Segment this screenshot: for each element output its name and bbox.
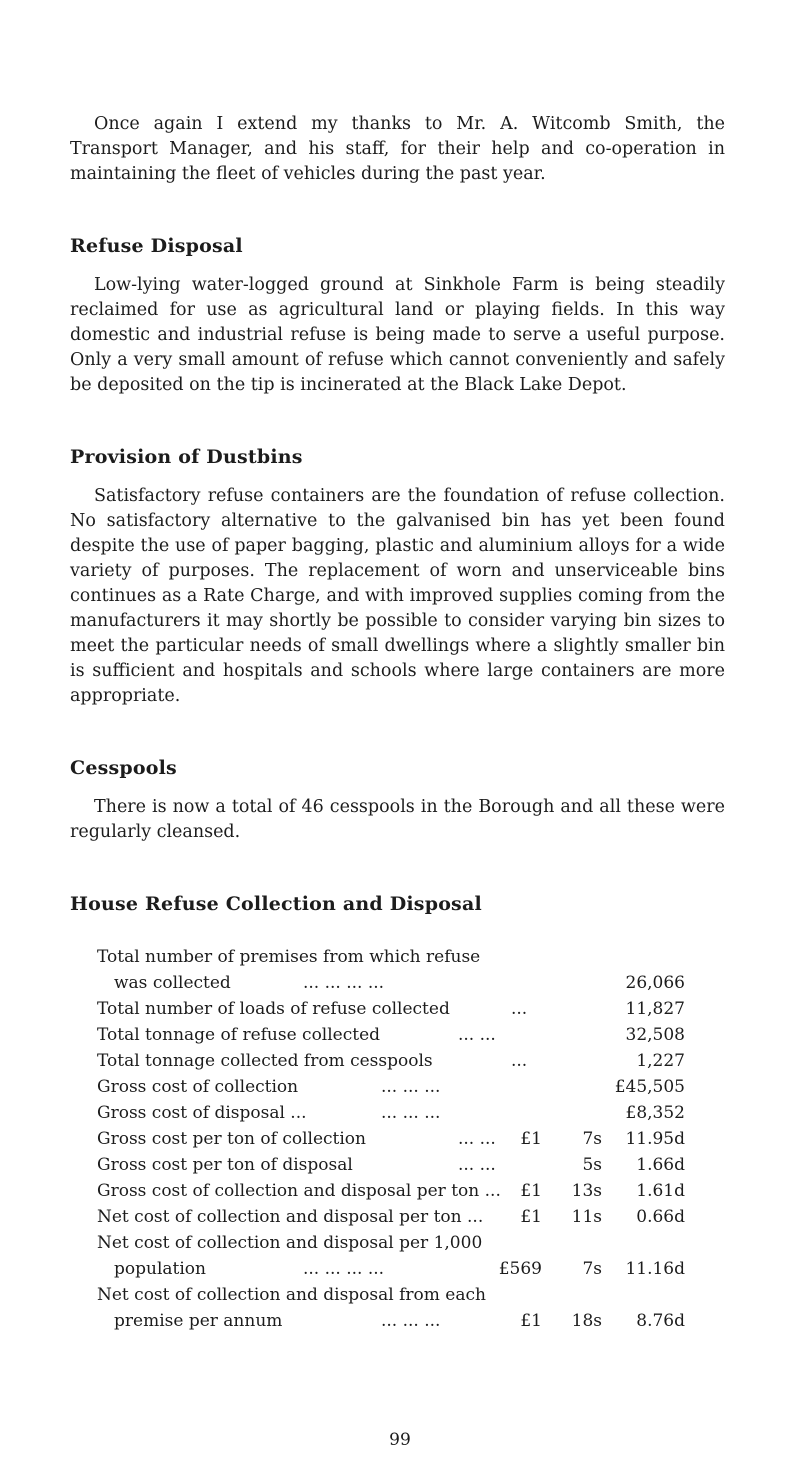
- table-row: [70, 1152, 685, 1178]
- leader-dots: ... ... ... ...: [303, 1259, 385, 1279]
- table-row: [70, 1178, 685, 1204]
- pence-value: 11.95d: [625, 1129, 685, 1149]
- leader-dots: ... ... ...: [381, 1103, 441, 1123]
- table-row: [70, 1256, 685, 1282]
- shillings-value: 5s: [582, 1155, 602, 1175]
- refuse-disposal-paragraph: Low-lying water-logged ground at Sinkhole Farm is being steadily reclaimed for use as agricultural land or playing fields. In this way domestic and industrial refuse is being made to serve a useful purpose. Only a very small amount of refuse which cannot conveniently and safely be deposited on the tip is incinerated at the Black Lake Depot.: [70, 275, 725, 395]
- shillings-value: 7s: [582, 1129, 602, 1149]
- row-label: Total tonnage of refuse collected: [97, 1025, 381, 1045]
- row-label: Net cost of collection and disposal per ton ...: [97, 1207, 484, 1227]
- table-row: [70, 1048, 685, 1074]
- table-row: [70, 1074, 685, 1100]
- leader-dots: ... ... ... ...: [303, 973, 385, 993]
- shillings-value: 7s: [582, 1259, 602, 1279]
- leader-dots: ... ...: [458, 1155, 496, 1175]
- dustbins-paragraph: Satisfactory refuse containers are the foundation of refuse collection. No satisfactory alternative to the galvanised bin has yet been found despite the use of paper bagging, plastic and aluminium alloys for a wide variety of purposes. The replacement of worn and unserviceable bins continues as a Rate Charge, and with improved supplies coming from the manufacturers it may shortly be possible to consider varying bin sizes to meet the particular needs of small dwellings where a slightly smaller bin is sufficient and hospitals and schools where large containers are more appropriate.: [70, 486, 725, 706]
- row-label: Net cost of collection and disposal per 1,000: [97, 1233, 483, 1253]
- table-row: [70, 1230, 685, 1256]
- pounds-value: £1: [520, 1207, 542, 1227]
- pounds-value: £1: [520, 1129, 542, 1149]
- row-label: Gross cost of collection: [97, 1077, 299, 1097]
- table-row: [70, 1282, 685, 1308]
- row-value: £45,505: [614, 1077, 685, 1097]
- row-label: premise per annum: [114, 1311, 283, 1331]
- table-row: [70, 944, 685, 970]
- cesspools-heading: Cesspools: [70, 757, 177, 779]
- table-row: [70, 1308, 685, 1334]
- pounds-value: £1: [520, 1311, 542, 1331]
- shillings-value: 18s: [571, 1311, 602, 1331]
- leader-dots: ...: [511, 999, 528, 1019]
- row-label: Total number of loads of refuse collected: [97, 999, 450, 1019]
- row-label: Net cost of collection and disposal from each: [97, 1285, 486, 1305]
- leader-dots: ... ...: [458, 1129, 496, 1149]
- leader-dots: ... ... ...: [381, 1311, 441, 1331]
- table-row: [70, 1204, 685, 1230]
- pence-value: 11.16d: [625, 1259, 685, 1279]
- table-row: [70, 1126, 685, 1152]
- leader-dots: ... ...: [458, 1025, 496, 1045]
- row-label: Gross cost of collection and disposal per ton ...: [97, 1181, 501, 1201]
- cesspools-paragraph: There is now a total of 46 cesspools in the Borough and all these were regularly cleansed.: [70, 797, 725, 842]
- row-label: Total tonnage collected from cesspools: [97, 1051, 433, 1071]
- table-row: [70, 1022, 685, 1048]
- pounds-value: £569: [498, 1259, 542, 1279]
- row-value: 1,227: [636, 1051, 685, 1071]
- row-value: 26,066: [625, 973, 685, 993]
- row-label: Gross cost of disposal ...: [97, 1103, 307, 1123]
- refuse-statistics-table: [70, 944, 685, 1334]
- refuse-disposal-heading: Refuse Disposal: [70, 235, 243, 257]
- row-value: 32,508: [625, 1025, 685, 1045]
- transport-paragraph: Once again I extend my thanks to Mr. A. Witcomb Smith, the Transport Manager, and his staff, for their help and co-operation in maintaining the fleet of vehicles during the past year.: [70, 114, 725, 184]
- table-row: [70, 1100, 685, 1126]
- row-label: Gross cost per ton of collection: [97, 1129, 366, 1149]
- pounds-value: £1: [520, 1181, 542, 1201]
- leader-dots: ...: [511, 1051, 528, 1071]
- row-value: 11,827: [625, 999, 685, 1019]
- pence-value: 8.76d: [636, 1311, 685, 1331]
- leader-dots: ... ... ...: [381, 1077, 441, 1097]
- row-label: Total number of premises from which refuse: [97, 947, 481, 967]
- table-row: [70, 970, 685, 996]
- table-row: [70, 996, 685, 1022]
- row-value: £8,352: [625, 1103, 685, 1123]
- shillings-value: 11s: [571, 1207, 602, 1227]
- row-label: population: [114, 1259, 206, 1279]
- row-label: Gross cost per ton of disposal: [97, 1155, 353, 1175]
- shillings-value: 13s: [571, 1181, 602, 1201]
- pence-value: 1.61d: [636, 1181, 685, 1201]
- page-number: 99: [389, 1430, 411, 1450]
- document-body: [70, 112, 725, 915]
- row-label: was collected: [114, 973, 231, 993]
- dustbins-heading: Provision of Dustbins: [70, 446, 303, 468]
- house-refuse-heading: House Refuse Collection and Disposal: [70, 893, 482, 915]
- pence-value: 1.66d: [636, 1155, 685, 1175]
- pence-value: 0.66d: [636, 1207, 685, 1227]
